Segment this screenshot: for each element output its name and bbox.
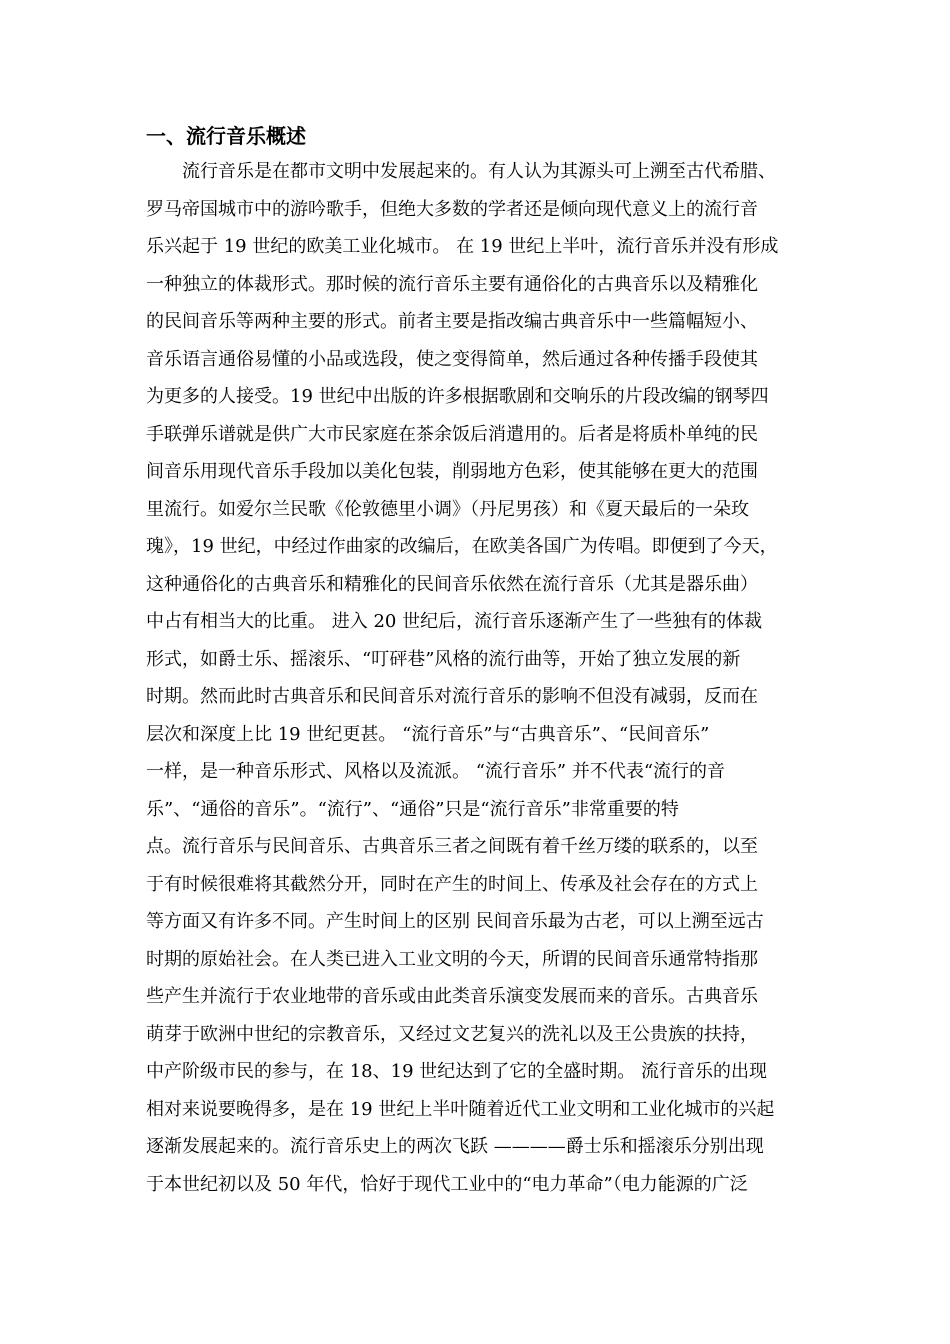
text-line: 形式，如爵士乐、摇滚乐、“叮砰巷”风格的流行曲等，开始了独立发展的新 [146,648,741,670]
text-line: 音乐语言通俗易懂的小品或选段，使之变得简单，然后通过各种传播手段使其 [146,348,758,370]
text-line: 于本世纪初以及 50 年代，恰好于现代工业中的“电力革命”（电力能源的广泛 [146,1173,748,1195]
text-line: 为更多的人接受。19 世纪中出版的许多根据歌剧和交响乐的片段改编的钢琴四 [146,386,769,407]
text-line: 一种独立的体裁形式。那时候的流行音乐主要有通俗化的古典音乐以及精雅化 [146,273,758,295]
section-heading: 一、流行音乐概述 [146,124,306,148]
text-line: 点。流行音乐与民间音乐、古典音乐三者之间既有着千丝万缕的联系的，以至 [146,836,758,857]
text-line: 相对来说要晚得多，是在 19 世纪上半叶随着近代工业文明和工业化城市的兴起 [146,1098,775,1120]
text-line: 时期的原始社会。在人类已进入工业文明的今天，所谓的民间音乐通常特指那 [146,948,758,970]
text-line: 些产生并流行于农业地带的音乐或由此类音乐演变发展而来的音乐。古典音乐 [146,986,758,1007]
text-line: 中产阶级市民的参与，在 18、19 世纪达到了它的全盛时期。 流行音乐的出现 [146,1061,767,1082]
text-line: 这种通俗化的古典音乐和精雅化的民间音乐依然在流行音乐（尤其是器乐曲） [146,573,758,595]
text-line: 罗马帝国城市中的游吟歌手，但绝大多数的学者还是倾向现代意义上的流行音 [146,198,758,220]
text-line: 乐”、“通俗的音乐”。“流行”、“通俗”只是“流行音乐”非常重要的特 [146,798,679,820]
text-line: 手联弹乐谱就是供广大市民家庭在茶余饭后消遣用的。后者是将质朴单纯的民 [146,423,758,445]
text-line: 萌芽于欧洲中世纪的宗教音乐，又经过文艺复兴的洗礼以及王公贵族的扶持， [146,1023,758,1045]
text-line: 于有时候很难将其截然分开，同时在产生的时间上、传承及社会存在的方式上 [146,873,758,895]
text-line: 瑰》，19 世纪，中经过作曲家的改编后，在欧美各国广为传唱。即便到了今天， [146,536,778,557]
text-line: 时期。然而此时古典音乐和民间音乐对流行音乐的影响不但没有减弱，反而在 [146,686,758,707]
text-line: 的民间音乐等两种主要的形式。前者主要是指改编古典音乐中一些篇幅短小、 [146,311,758,332]
text-line: 里流行。如爱尔兰民歌《伦敦德里小调》（丹尼男孩）和《夏天最后的一朵玫 [146,498,749,520]
text-line: 一样，是一种音乐形式、风格以及流派。 “流行音乐” 并不代表“流行的音 [146,761,726,782]
text-line: 间音乐用现代音乐手段加以美化包装，削弱地方色彩，使其能够在更大的范围 [146,461,758,482]
text-line: 等方面又有许多不同。产生时间上的区别 民间音乐最为古老，可以上溯至远古 [146,911,764,932]
text-line: 乐兴起于 19 世纪的欧美工业化城市。 在 19 世纪上半叶，流行音乐并没有形成 [146,236,779,257]
text-line: 层次和深度上比 19 世纪更甚。 “流行音乐”与“古典音乐”、“民间音乐” [146,723,710,745]
text-line: 流行音乐是在都市文明中发展起来的。有人认为其源头可上溯至古代希腊、 [146,161,776,182]
text-line: 逐渐发展起来的。流行音乐史上的两次飞跃 ————爵士乐和摇滚乐分别出现 [146,1136,764,1157]
text-line: 中占有相当大的比重。 进入 20 世纪后，流行音乐逐渐产生了一些独有的体裁 [146,611,763,632]
